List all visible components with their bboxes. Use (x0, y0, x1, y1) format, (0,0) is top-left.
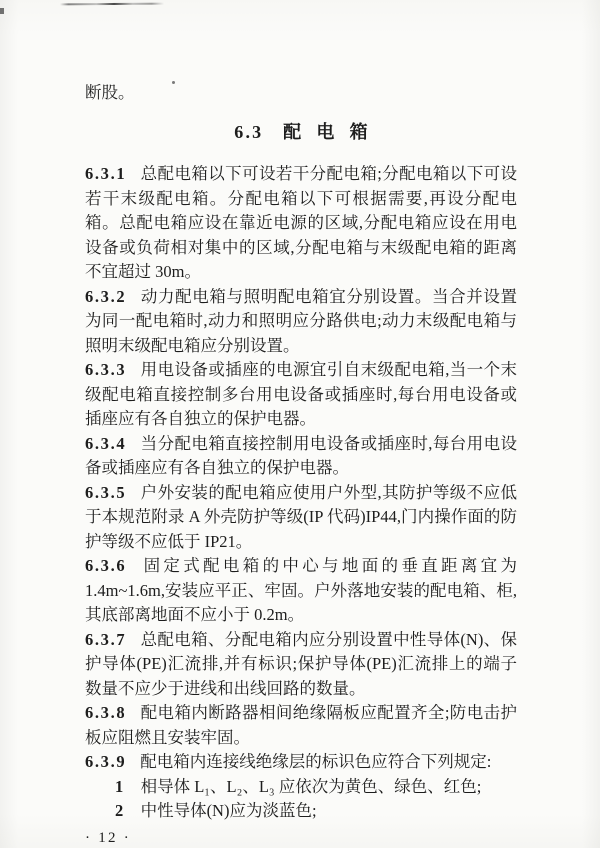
clause-text: 总配电箱、分配电箱内应分别设置中性导体(N)、保护导体(PE)汇流排,并有标识;保护导体(PE)汇流排上的端子数量不应少于进线和出线回路的数量。 (85, 629, 517, 698)
clause-number: 6.3.9 (85, 752, 127, 771)
scan-scratch-artifact (60, 3, 164, 6)
clause-number: 6.3.1 (85, 164, 127, 183)
list-item-number: 1 (115, 776, 124, 796)
clause-text: 当分配电箱直接控制用电设备或插座时,每台用电设备或插座应有各自独立的保护电器。 (85, 433, 517, 477)
clause-text: 固定式配电箱的中心与地面的垂直距离宜为 1.4m~1.6m,安装应平正、牢固。户外落地安装的配电箱、柜,其底部离地面不应小于 0.2m。 (85, 556, 517, 624)
clause-number: 6.3.8 (85, 703, 127, 722)
clause-list (85, 162, 517, 824)
clause-6-3-8 (85, 701, 517, 750)
clause-6-3-5 (85, 481, 517, 555)
clause-6-3-7 (85, 628, 517, 702)
clause-6-3-1 (85, 162, 517, 285)
clause-6-3-3 (85, 358, 517, 432)
scan-speck-artifact (0, 8, 4, 14)
list-item-1 (85, 775, 517, 800)
clause-6-3-6 (85, 554, 517, 628)
list-item-text: 中性导体(N)应为淡蓝色; (140, 801, 317, 820)
clause-text: 户外安装的配电箱应使用户外型,其防护等级不应低于本规范附录 A 外壳防护等级(IP 代码)IP44,门内操作面的防护等级不应低于 IP21。 (85, 482, 517, 551)
clause-number: 6.3.4 (85, 433, 127, 453)
clause-number: 6.3.7 (85, 629, 127, 649)
clause-6-3-4 (85, 432, 517, 481)
clause-text: 配电箱内连接线绝缘层的标识色应符合下列规定: (140, 752, 492, 771)
page-number: · 12 · (85, 829, 131, 846)
list-item-number: 2 (115, 801, 124, 820)
clause-text: 动力配电箱与照明配电箱宜分别设置。当合并设置为同一配电箱时,动力和照明应分路供电;动力末级配电箱与照明末级配电箱应分别设置。 (85, 286, 517, 355)
carryover-paragraph-fragment: 断股。 (85, 83, 135, 102)
clause-text: 总配电箱以下可设若干分配电箱;分配电箱以下可设若干末级配电箱。分配电箱以下可根据需要,再设分配电箱。总配电箱应设在靠近电源的区域,分配电箱应设在用电设备或负荷相对集中的区域,分配电箱与末级配电箱的距离不宜超过 30m。 (85, 164, 517, 281)
clause-number: 6.3.5 (85, 482, 127, 502)
section-number: 6.3 (234, 122, 264, 142)
section-title: 配电箱 (283, 122, 383, 142)
clause-6-3-2 (85, 285, 517, 359)
clause-6-3-9 (85, 750, 517, 775)
clause-text: 用电设备或插座的电源宜引自末级配电箱,当一个末级配电箱直接控制多台用电设备或插座时,每台用电设备或插座应有各自独立的保护电器。 (85, 360, 517, 428)
clause-number: 6.3.6 (85, 556, 127, 575)
page-content (85, 80, 517, 847)
clause-number: 6.3.3 (85, 360, 127, 379)
list-item-text: 相导体 L₁、L₂、L₃ 应依次为黄色、绿色、红色; (140, 776, 482, 796)
clause-number: 6.3.2 (85, 286, 127, 306)
list-item-2 (85, 799, 517, 824)
clause-text: 配电箱内断路器相间绝缘隔板应配置齐全;防电击护板应阻燃且安装牢固。 (85, 703, 517, 747)
section-heading (85, 119, 517, 145)
